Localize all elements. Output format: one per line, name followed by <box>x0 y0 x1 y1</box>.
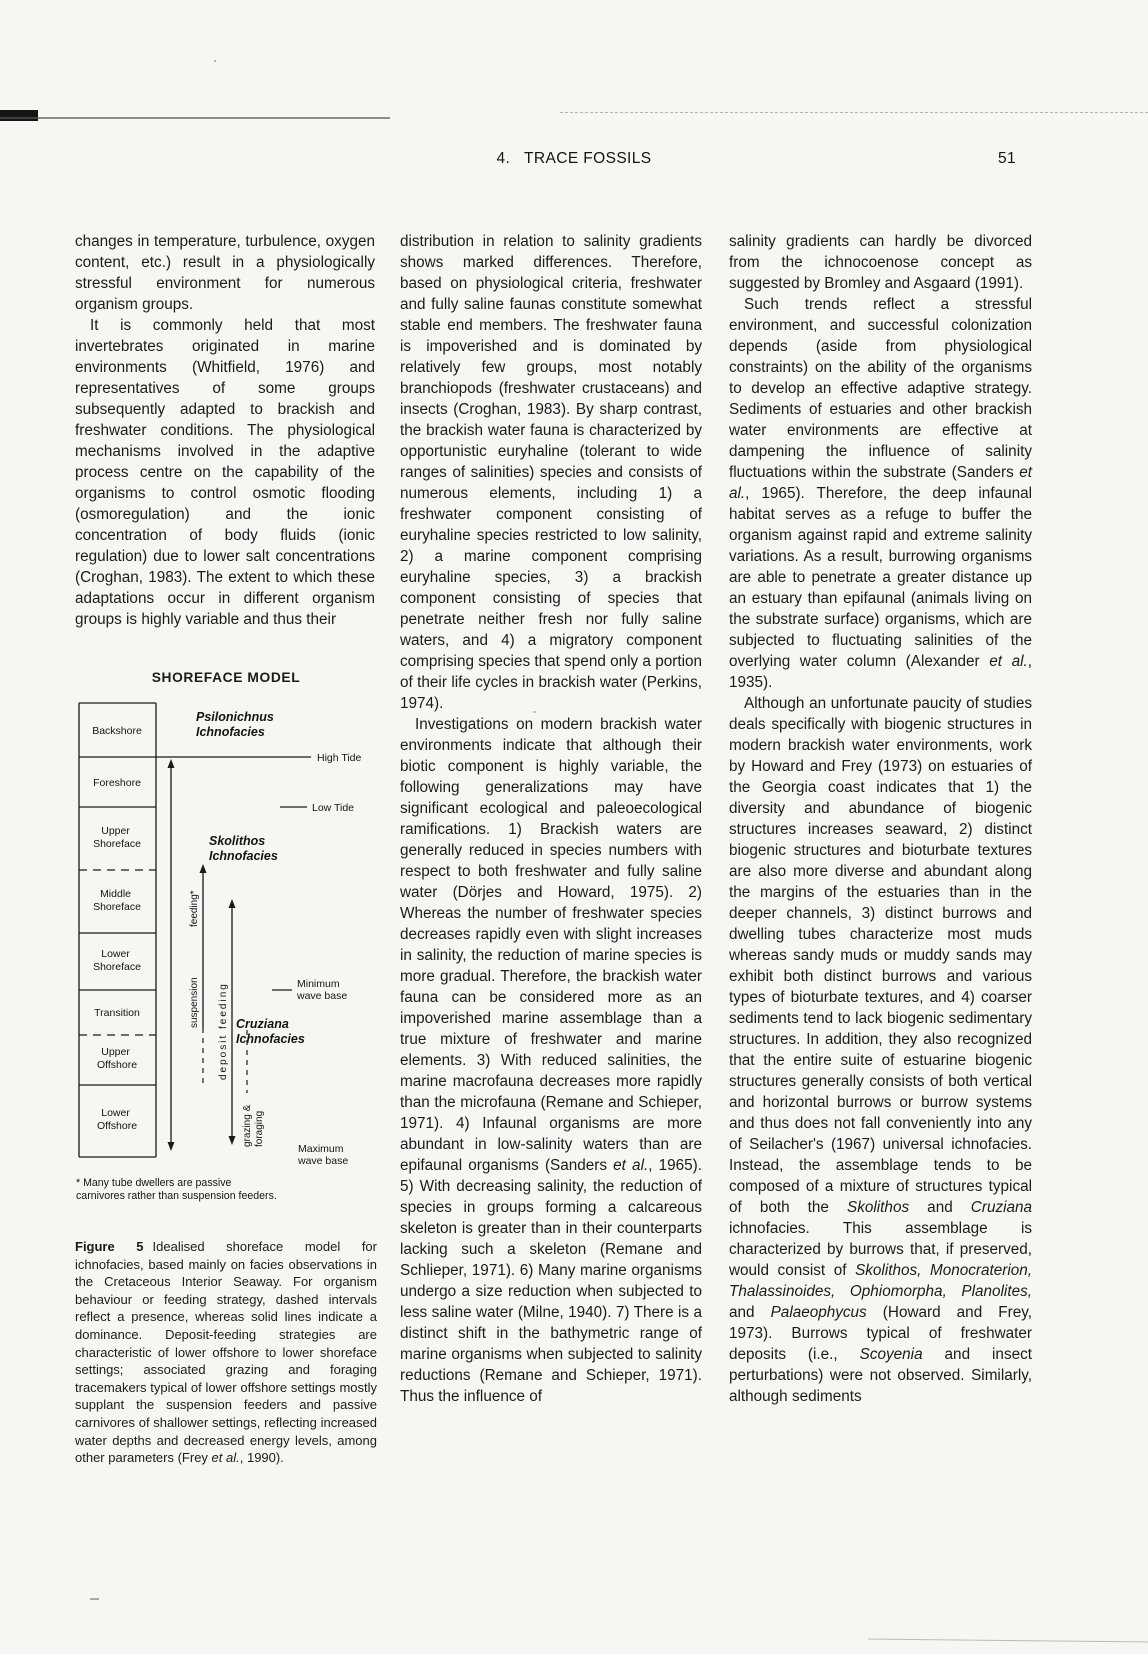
zone-lower-offshore: Lower Offshore <box>96 1107 138 1132</box>
page-header <box>0 150 1148 172</box>
foraging-label: foraging <box>254 1110 265 1147</box>
paragraph: It is commonly held that most invertebrates originated in marine environments (Whitfield, 1976) and representatives of some groups subsequently adapted to brackish and freshwater conditions. The physiological mechanisms involved in the adaptive process centre on the capability of the organisms to control osmotic flooding (osmoregulation) and the ionic concentration of body fluids (ionic regulation) due to lower salt concentrations (Croghan, 1983). The extent to which these adaptations occur in different organism groups is highly variable and thus their <box>75 317 375 628</box>
grazing-label: grazing & <box>242 1104 253 1147</box>
figure-footnote-line: * Many tube dwellers are passive <box>76 1177 232 1189</box>
zone-column <box>79 703 156 1157</box>
skolithos-ichnofacies-label: Skolithos Ichnofacies <box>209 834 278 863</box>
deposit-feeding-label: deposit feeding <box>218 982 229 1080</box>
section-heading-wrap <box>374 150 774 168</box>
column-left <box>75 231 375 630</box>
zone-upper-shoreface: Upper Shoreface <box>93 825 141 850</box>
figure-caption-label: Figure 5 <box>75 1239 144 1254</box>
column-middle <box>400 231 702 1407</box>
figure-footnote <box>76 1177 378 1203</box>
maximum-wave-base-label: Maximum wave base <box>298 1143 349 1167</box>
zone-lower-shoreface: Lower Shoreface <box>93 948 141 973</box>
scan-artifact-speck <box>214 60 216 62</box>
figure-caption-text: Idealised shoreface model for ichnofacies, based mainly on facies observations in the Cretaceous Interior Seaway. For organism behaviour or feeding strategy, dashed intervals reflect a presence, whereas solid lines indicate a dominance. Deposit-feeding strategies are characteristic of lower offshore to lower shoreface settings; associated grazing and foraging tracemakers typical of lower offshore settings mostly supplant the suspension feeders and passive carnivores of shallower settings, reflecting increased water depths and decreased energy levels, among other parameters (Frey et al., 1990). <box>75 1239 377 1466</box>
figure-caption <box>75 1238 377 1467</box>
psilonichnus-ichnofacies-label: Psilonichnus Ichnofacies <box>196 710 274 739</box>
deposit-feeding-arrow <box>229 899 236 1145</box>
suspension-feeding-arrow <box>200 864 207 1088</box>
zone-foreshore: Foreshore <box>93 777 141 789</box>
figure-5 <box>76 670 378 1203</box>
scan-artifact-line <box>868 1639 1148 1643</box>
shoreface-model-diagram <box>76 695 376 1173</box>
paragraph: salinity gradients can hardly be divorced from the ichnocoenose concept as suggested by Bromley and Asgaard (1991). <box>729 233 1032 292</box>
column-right <box>729 231 1032 1407</box>
paragraph: distribution in relation to salinity gradients shows marked differences. Therefore, based on physiological criteria, freshwater and fully saline faunas constitute somewhat stable end members. The freshwater fauna is impoverished and is dominated by relatively few groups, most notably branchiopods (freshwater crustaceans) and insects (Croghan, 1983). By sharp contrast, the brackish water fauna is characterized by opportunistic euryhaline (tolerant to wide ranges of salinities) species and consists of numerous elements, including 1) a freshwater component consisting of euryhaline species restricted to low salinity, 2) a marine component comprising euryhaline species, 3) a brackish component consisting of species that penetrate neither fresh nor fully saline waters, and 4) a migratory component comprising species that spend only a portion of their life cycles in brackish water (Perkins, 1974). <box>400 233 702 712</box>
zone-backshore: Backshore <box>92 725 142 737</box>
scan-artifact-line <box>560 112 1148 113</box>
scan-artifact-line <box>0 117 390 119</box>
page-number: 51 <box>998 150 1017 167</box>
zone-upper-offshore: Upper Offshore <box>96 1046 138 1071</box>
paragraph: Such trends reflect a stressful environment, and successful colonization depends (aside from physiological constraints) on the ability of the organisms to develop an effective adaptive strategy. Sediments of estuaries and other brackish water environments are effective at dampening the influence of salinity fluctuations within the substrate (Sanders et al., 1965). Therefore, the deep infaunal habitat serves as a refuge to buffer the organism against rapid and extreme salinity variations. As a result, burrowing organisms are able to penetrate a greater distance up an estuary than epifaunal (animals living on the substrate surface) organisms, which are subjected to fluctuating salinities of the overlying water column (Alexander et al., 1935). <box>729 296 1032 691</box>
figure-footnote-line: carnivores rather than suspension feeders. <box>76 1190 277 1202</box>
section-heading: 4. TRACE FOSSILS <box>496 150 652 167</box>
feeding-label: feeding* <box>189 890 200 927</box>
scan-artifact-blob <box>0 110 38 121</box>
cruziana-ichnofacies-label: Cruziana Ichnofacies <box>236 1017 305 1046</box>
suspension-label: suspension <box>189 977 200 1028</box>
high-tide-label: High Tide <box>317 752 362 764</box>
paragraph: changes in temperature, turbulence, oxygen content, etc.) result in a physiologically stressful environment for numerous organism groups. <box>75 233 375 313</box>
paragraph: Although an unfortunate paucity of studies deals specifically with biogenic structures in modern brackish water environments, work by Howard and Frey (1973) on estuaries of the Georgia coast indicates that 1) the diversity and abundance of biogenic structures increases seaward, 2) distinct biogenic structures and bioturbate textures are also more diverse and abundant along the margins of the estuaries than in the deeper channels, 3) distinct burrows and dwelling tubes characterize most muds whereas sandy muds or muddy sands may exhibit both distinct burrows and various types of bioturbate textures, and 4) coarser sediments tend to lack biogenic sedimentary structures. In addition, they also recognized that the entire suite of estuarine biogenic structures generally consists of both vertical and horizontal burrows or burrow systems and thus does not fall conveniently into any of Seilacher's (1967) universal ichnofacies. Instead, the assemblage tends to be composed of a mixture of structures typical of both the Skolithos and Cruziana ichnofacies. This assemblage is characterized by burrows that, if preserved, would consist of Skolithos, Monocraterion, Thalassinoides, Ophiomorpha, Planolites, and Palaeophycus (Howard and Frey, 1973). Burrows typical of freshwater deposits (i.e., Scoyenia and insect perturbations) were not observed. Similarly, although sediments <box>729 695 1033 1405</box>
scan-artifact-mark <box>90 1598 99 1600</box>
zone-transition: Transition <box>94 1007 140 1019</box>
minimum-wave-base-label: Minimum wave base <box>297 978 348 1002</box>
zone-middle-shoreface: Middle Shoreface <box>93 888 141 913</box>
low-tide-label: Low Tide <box>312 802 355 814</box>
depth-range-arrow <box>168 759 175 1151</box>
figure-title: SHOREFACE MODEL <box>151 670 301 685</box>
paragraph: Investigations on modern brackish water environments indicate that although their biotic component is highly variable, the following generalizations may have significant ecological and paleoecological ramifications. 1) Brackish waters are generally reduced in species numbers with respect to both freshwater and fully saline water (Dörjes and Howard, 1975). 2) Whereas the number of freshwater species decreases rapidly even with slight increases in salinity, the reduction of marine species is more gradual. Therefore, the brackish water fauna can be considered more as an impoverished marine assemblage than a true mixture of freshwater and marine elements. 3) With reduced salinities, the marine macrofauna decreases more rapidly than the microfauna (Remane and Schieper, 1971). 4) Infaunal organisms are more abundant in low-salinity waters than are epifaunal organisms (Sanders et al., 1965). 5) With decreasing salinity, the reduction of species in groups forming a calcareous skeleton is greater than in their counterparts lacking such a skeleton (Remane and Schlieper, 1971). 6) Many marine organisms undergo a size reduction when subjected to less saline water (Milne, 1940). 7) There is a distinct shift in the bathymetric range of marine organisms when subjected to salinity reductions (Remane and Schieper, 1971). Thus the influence of <box>400 716 702 1405</box>
